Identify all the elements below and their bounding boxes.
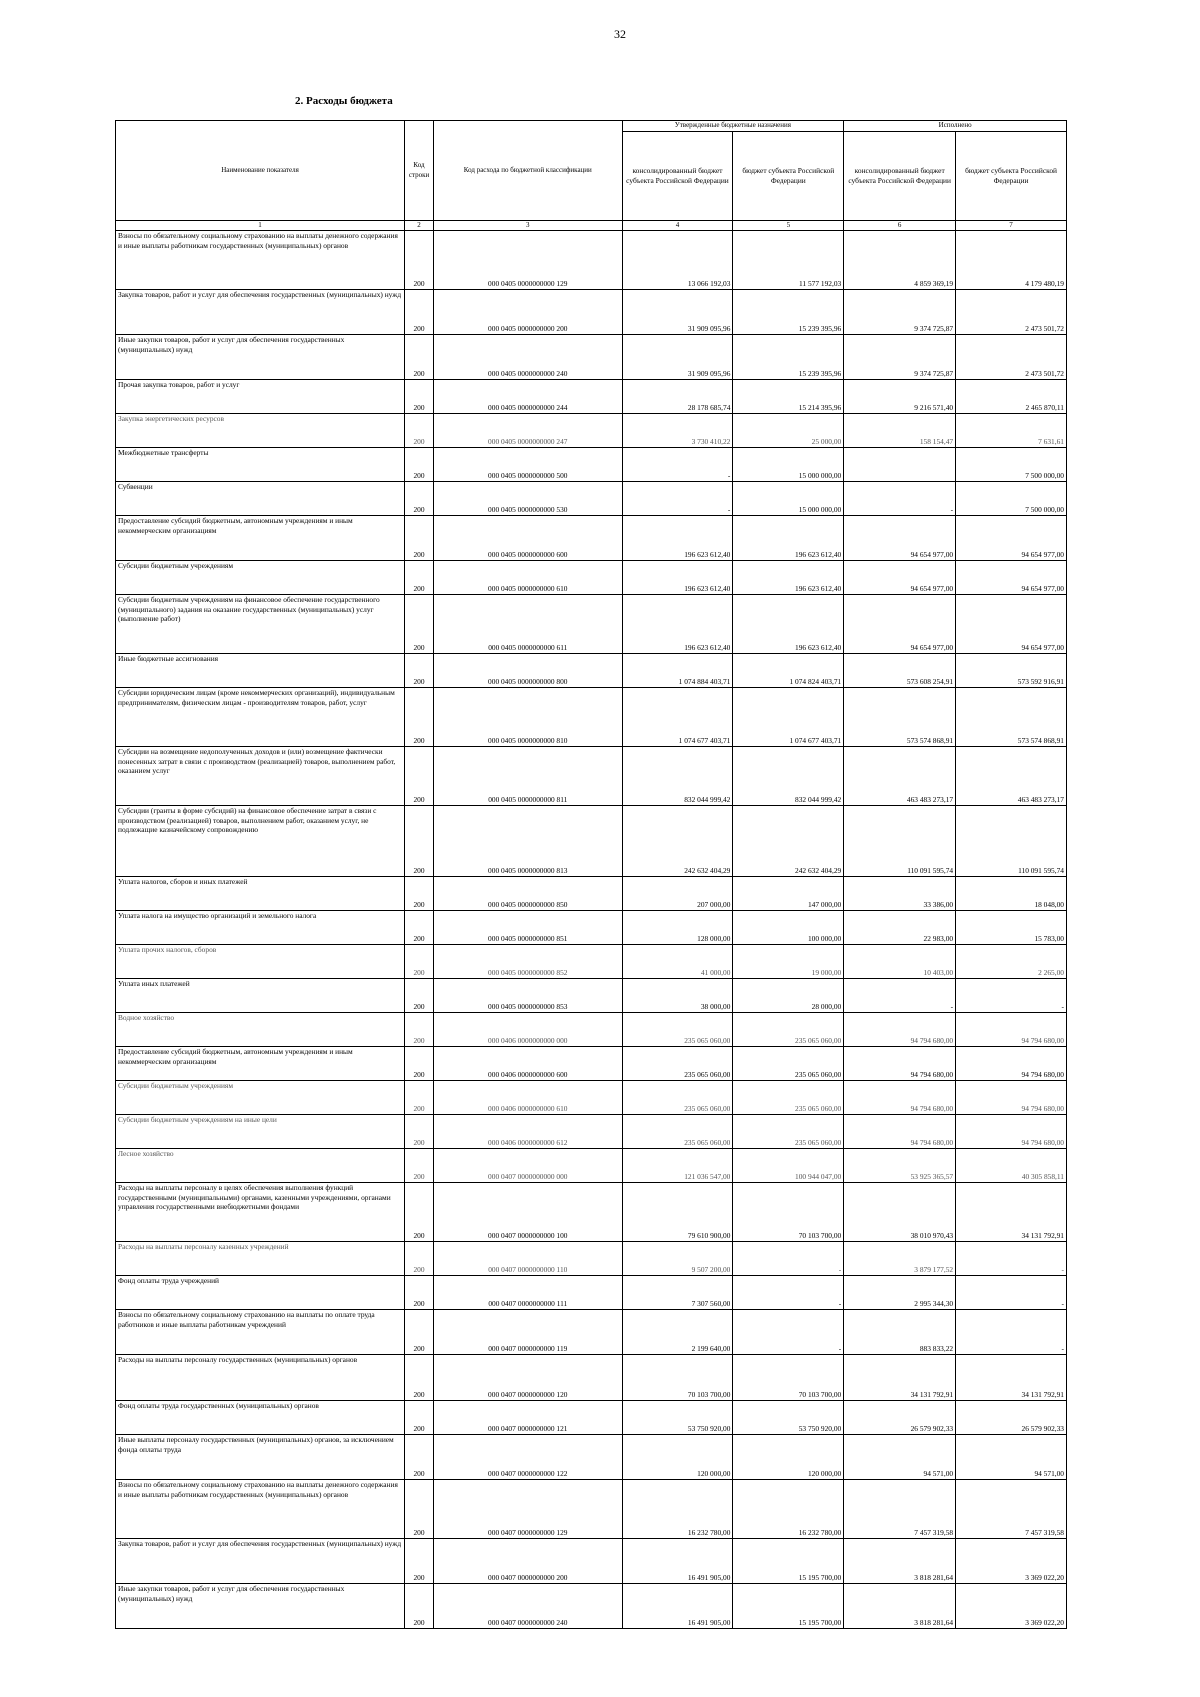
- row-executed-consolidated: 94 794 680,00: [844, 1081, 956, 1115]
- row-approved-consolidated: 16 232 780,00: [622, 1480, 733, 1539]
- row-executed-consolidated: 94 794 680,00: [844, 1013, 956, 1047]
- column-number: 6: [844, 221, 956, 231]
- row-approved-consolidated: 13 066 192,03: [622, 231, 733, 290]
- row-approved-consolidated: 832 044 999,42: [622, 747, 733, 806]
- row-name: Субвенции: [116, 482, 405, 516]
- row-executed-consolidated: 38 010 970,43: [844, 1183, 956, 1242]
- row-executed-consolidated: 9 216 571,40: [844, 380, 956, 414]
- table-row: [116, 1013, 1067, 1047]
- row-executed-consolidated: 3 879 177,52: [844, 1242, 956, 1276]
- row-classification-code: 000 0405 0000000000 810: [434, 688, 623, 747]
- row-executed-subject: 4 179 480,19: [956, 231, 1067, 290]
- row-classification-code: 000 0407 0000000000 100: [434, 1183, 623, 1242]
- row-line-code: 200: [405, 1047, 434, 1081]
- table-row: [116, 231, 1067, 290]
- row-executed-consolidated: 4 859 369,19: [844, 231, 956, 290]
- row-executed-subject: 3 369 022,20: [956, 1584, 1067, 1629]
- row-name: Предоставление субсидий бюджетным, автономным учреждениям и иным некоммерческим организациям: [116, 1047, 405, 1081]
- row-approved-consolidated: 1 074 677 403,71: [622, 688, 733, 747]
- row-approved-subject: 70 103 700,00: [733, 1355, 844, 1401]
- table-row: [116, 654, 1067, 688]
- section-title: 2. Расходы бюджета: [295, 95, 393, 107]
- row-approved-consolidated: -: [622, 448, 733, 482]
- row-approved-consolidated: 16 491 905,00: [622, 1584, 733, 1629]
- row-classification-code: 000 0405 0000000000 853: [434, 979, 623, 1013]
- row-executed-subject: 94 571,00: [956, 1435, 1067, 1480]
- row-classification-code: 000 0405 0000000000 811: [434, 747, 623, 806]
- row-executed-consolidated: 26 579 902,33: [844, 1401, 956, 1435]
- header-approved-group: Утвержденные бюджетные назначения: [622, 121, 844, 132]
- row-executed-consolidated: 158 154,47: [844, 414, 956, 448]
- row-line-code: 200: [405, 911, 434, 945]
- row-executed-subject: 34 131 792,91: [956, 1355, 1067, 1401]
- row-name: Межбюджетные трансферты: [116, 448, 405, 482]
- row-name: Расходы на выплаты персоналу казенных учреждений: [116, 1242, 405, 1276]
- row-executed-subject: 2 473 501,72: [956, 335, 1067, 380]
- row-classification-code: 000 0407 0000000000 129: [434, 1480, 623, 1539]
- row-line-code: 200: [405, 1355, 434, 1401]
- row-line-code: 200: [405, 414, 434, 448]
- row-approved-consolidated: 207 000,00: [622, 877, 733, 911]
- row-line-code: 200: [405, 1401, 434, 1435]
- row-approved-consolidated: 196 623 612,40: [622, 516, 733, 561]
- row-name: Расходы на выплаты персоналу государственных (муниципальных) органов: [116, 1355, 405, 1401]
- row-executed-subject: 15 783,00: [956, 911, 1067, 945]
- row-line-code: 200: [405, 595, 434, 654]
- row-classification-code: 000 0407 0000000000 240: [434, 1584, 623, 1629]
- table-row: [116, 1115, 1067, 1149]
- row-approved-consolidated: 70 103 700,00: [622, 1355, 733, 1401]
- row-approved-consolidated: -: [622, 482, 733, 516]
- expenditures-table: [115, 120, 1067, 1629]
- row-name: Взносы по обязательному социальному страхованию на выплаты по оплате труда работников и иные выплаты работникам учреждений: [116, 1310, 405, 1355]
- column-number: 1: [116, 221, 405, 231]
- row-classification-code: 000 0406 0000000000 610: [434, 1081, 623, 1115]
- row-approved-subject: 100 944 047,00: [733, 1149, 844, 1183]
- row-line-code: 200: [405, 1310, 434, 1355]
- row-name: Субсидии бюджетным учреждениям: [116, 1081, 405, 1115]
- header-executed-group: Исполнено: [844, 121, 1067, 132]
- table-row: [116, 1047, 1067, 1081]
- row-executed-subject: -: [956, 1276, 1067, 1310]
- row-executed-consolidated: 3 818 281,64: [844, 1584, 956, 1629]
- row-approved-consolidated: 2 199 640,00: [622, 1310, 733, 1355]
- row-classification-code: 000 0407 0000000000 200: [434, 1539, 623, 1584]
- row-name: Иные выплаты персоналу государственных (муниципальных) органов, за исключением фонда оплаты труда: [116, 1435, 405, 1480]
- table-row: [116, 561, 1067, 595]
- row-name: Субсидии бюджетным учреждениям на финансовое обеспечение государственного (муниципального) задания на оказание государственных (муниципальных) услуг (выполнение работ): [116, 595, 405, 654]
- row-executed-subject: 573 592 916,91: [956, 654, 1067, 688]
- table-row: [116, 747, 1067, 806]
- row-line-code: 200: [405, 945, 434, 979]
- row-name: Субсидии (гранты в форме субсидий) на финансовое обеспечение затрат в связи с производством (реализацией) товаров, выполнением работ, оказанием услуг, не подлежащие казначейскому сопровождению: [116, 806, 405, 877]
- row-approved-subject: -: [733, 1276, 844, 1310]
- table-row: [116, 1480, 1067, 1539]
- row-name: Закупка энергетических ресурсов: [116, 414, 405, 448]
- row-approved-consolidated: 196 623 612,40: [622, 595, 733, 654]
- row-executed-consolidated: 10 403,00: [844, 945, 956, 979]
- row-executed-subject: 7 500 000,00: [956, 482, 1067, 516]
- table-row: [116, 1435, 1067, 1480]
- row-approved-subject: 235 065 060,00: [733, 1047, 844, 1081]
- row-classification-code: 000 0405 0000000000 240: [434, 335, 623, 380]
- header-executed-consolidated: консолидированный бюджет субъекта Российской Федерации: [844, 132, 956, 221]
- header-classification-code: Код расхода по бюджетной классификации: [434, 121, 623, 221]
- row-name: Взносы по обязательному социальному страхованию на выплаты денежного содержания и иные выплаты работникам государственных (муниципальных) органов: [116, 1480, 405, 1539]
- row-line-code: 200: [405, 516, 434, 561]
- row-classification-code: 000 0405 0000000000 200: [434, 290, 623, 335]
- row-approved-consolidated: 9 507 200,00: [622, 1242, 733, 1276]
- row-executed-subject: 94 794 680,00: [956, 1115, 1067, 1149]
- row-approved-subject: 120 000,00: [733, 1435, 844, 1480]
- row-approved-subject: 1 074 824 403,71: [733, 654, 844, 688]
- row-executed-consolidated: 2 995 344,30: [844, 1276, 956, 1310]
- row-line-code: 200: [405, 688, 434, 747]
- header-approved-consolidated: консолидированный бюджет субъекта Российской Федерации: [622, 132, 733, 221]
- row-approved-subject: 15 195 700,00: [733, 1584, 844, 1629]
- row-executed-subject: 94 794 680,00: [956, 1013, 1067, 1047]
- row-approved-subject: 16 232 780,00: [733, 1480, 844, 1539]
- row-classification-code: 000 0406 0000000000 600: [434, 1047, 623, 1081]
- table-row: [116, 335, 1067, 380]
- row-name: Иные бюджетные ассигнования: [116, 654, 405, 688]
- row-approved-subject: -: [733, 1310, 844, 1355]
- row-line-code: 200: [405, 448, 434, 482]
- row-executed-consolidated: 94 794 680,00: [844, 1047, 956, 1081]
- row-executed-subject: 110 091 595,74: [956, 806, 1067, 877]
- row-approved-subject: 15 239 395,96: [733, 290, 844, 335]
- row-name: Уплата налога на имущество организаций и земельного налога: [116, 911, 405, 945]
- row-approved-subject: 28 000,00: [733, 979, 844, 1013]
- table-row: [116, 1149, 1067, 1183]
- row-executed-consolidated: 110 091 595,74: [844, 806, 956, 877]
- column-number: 5: [733, 221, 844, 231]
- row-executed-subject: 40 305 858,11: [956, 1149, 1067, 1183]
- row-executed-subject: 94 654 977,00: [956, 561, 1067, 595]
- row-classification-code: 000 0407 0000000000 121: [434, 1401, 623, 1435]
- row-executed-subject: 7 631,61: [956, 414, 1067, 448]
- table-row: [116, 1242, 1067, 1276]
- row-executed-consolidated: 9 374 725,87: [844, 335, 956, 380]
- row-line-code: 200: [405, 1539, 434, 1584]
- column-number: 7: [956, 221, 1067, 231]
- row-line-code: 200: [405, 806, 434, 877]
- row-approved-consolidated: 235 065 060,00: [622, 1115, 733, 1149]
- row-classification-code: 000 0406 0000000000 000: [434, 1013, 623, 1047]
- row-executed-consolidated: 34 131 792,91: [844, 1355, 956, 1401]
- row-approved-subject: 242 632 404,29: [733, 806, 844, 877]
- row-classification-code: 000 0405 0000000000 800: [434, 654, 623, 688]
- header-line-code: Код строки: [405, 121, 434, 221]
- row-executed-consolidated: -: [844, 979, 956, 1013]
- table-row: [116, 1539, 1067, 1584]
- header-executed-subject: бюджет субъекта Российской Федерации: [956, 132, 1067, 221]
- row-approved-subject: 15 195 700,00: [733, 1539, 844, 1584]
- row-classification-code: 000 0405 0000000000 611: [434, 595, 623, 654]
- row-executed-subject: 94 794 680,00: [956, 1081, 1067, 1115]
- table-row: [116, 380, 1067, 414]
- row-classification-code: 000 0407 0000000000 120: [434, 1355, 623, 1401]
- row-executed-subject: 2 265,00: [956, 945, 1067, 979]
- row-executed-subject: 2 465 870,11: [956, 380, 1067, 414]
- row-classification-code: 000 0405 0000000000 129: [434, 231, 623, 290]
- row-line-code: 200: [405, 1115, 434, 1149]
- row-executed-consolidated: 94 654 977,00: [844, 561, 956, 595]
- row-classification-code: 000 0405 0000000000 610: [434, 561, 623, 595]
- row-executed-consolidated: 94 654 977,00: [844, 595, 956, 654]
- row-approved-subject: 196 623 612,40: [733, 561, 844, 595]
- row-approved-consolidated: 7 307 560,00: [622, 1276, 733, 1310]
- table-row: [116, 911, 1067, 945]
- row-executed-consolidated: 9 374 725,87: [844, 290, 956, 335]
- row-approved-consolidated: 41 000,00: [622, 945, 733, 979]
- row-line-code: 200: [405, 1480, 434, 1539]
- row-classification-code: 000 0407 0000000000 122: [434, 1435, 623, 1480]
- row-approved-consolidated: 235 065 060,00: [622, 1013, 733, 1047]
- row-approved-subject: 1 074 677 403,71: [733, 688, 844, 747]
- row-line-code: 200: [405, 1435, 434, 1480]
- row-line-code: 200: [405, 654, 434, 688]
- table-row: [116, 290, 1067, 335]
- row-executed-consolidated: 883 833,22: [844, 1310, 956, 1355]
- row-classification-code: 000 0407 0000000000 119: [434, 1310, 623, 1355]
- row-line-code: 200: [405, 979, 434, 1013]
- row-approved-consolidated: 28 178 685,74: [622, 380, 733, 414]
- table-body: [116, 231, 1067, 1629]
- row-executed-subject: 7 500 000,00: [956, 448, 1067, 482]
- row-executed-consolidated: 573 608 254,91: [844, 654, 956, 688]
- row-executed-consolidated: 463 483 273,17: [844, 747, 956, 806]
- row-executed-subject: -: [956, 1310, 1067, 1355]
- row-classification-code: 000 0405 0000000000 852: [434, 945, 623, 979]
- row-approved-subject: 196 623 612,40: [733, 516, 844, 561]
- row-approved-subject: 100 000,00: [733, 911, 844, 945]
- row-line-code: 200: [405, 1276, 434, 1310]
- row-name: Фонд оплаты труда государственных (муниципальных) органов: [116, 1401, 405, 1435]
- row-executed-subject: 94 654 977,00: [956, 516, 1067, 561]
- row-approved-subject: 15 214 395,96: [733, 380, 844, 414]
- row-classification-code: 000 0405 0000000000 850: [434, 877, 623, 911]
- row-line-code: 200: [405, 747, 434, 806]
- row-executed-consolidated: [844, 448, 956, 482]
- row-executed-consolidated: 22 983,00: [844, 911, 956, 945]
- row-classification-code: 000 0405 0000000000 244: [434, 380, 623, 414]
- table-row: [116, 1310, 1067, 1355]
- row-classification-code: 000 0407 0000000000 110: [434, 1242, 623, 1276]
- row-executed-subject: 3 369 022,20: [956, 1539, 1067, 1584]
- row-name: Субсидии на возмещение недополученных доходов и (или) возмещение фактически понесенных затрат в связи с производством (реализацией) товаров, выполнением работ, оказанием услуг: [116, 747, 405, 806]
- row-approved-subject: 11 577 192,03: [733, 231, 844, 290]
- row-classification-code: 000 0405 0000000000 247: [434, 414, 623, 448]
- row-approved-consolidated: 31 909 095,96: [622, 290, 733, 335]
- table-row: [116, 1183, 1067, 1242]
- row-approved-consolidated: 53 750 920,00: [622, 1401, 733, 1435]
- table-row: [116, 482, 1067, 516]
- row-approved-consolidated: 196 623 612,40: [622, 561, 733, 595]
- row-name: Прочая закупка товаров, работ и услуг: [116, 380, 405, 414]
- row-approved-consolidated: 128 000,00: [622, 911, 733, 945]
- table-row: [116, 1355, 1067, 1401]
- row-name: Взносы по обязательному социальному страхованию на выплаты денежного содержания и иные выплаты работникам государственных (муниципальных) органов: [116, 231, 405, 290]
- row-approved-consolidated: 121 036 547,00: [622, 1149, 733, 1183]
- row-executed-subject: 18 048,00: [956, 877, 1067, 911]
- row-name: Расходы на выплаты персоналу в целях обеспечения выполнения функций государственными (муниципальными) органами, казенными учреждениями, органами управления государственными внебюджетными фондами: [116, 1183, 405, 1242]
- row-executed-consolidated: 94 571,00: [844, 1435, 956, 1480]
- row-approved-consolidated: 16 491 905,00: [622, 1539, 733, 1584]
- row-name: Субсидии бюджетным учреждениям на иные цели: [116, 1115, 405, 1149]
- row-name: Лесное хозяйство: [116, 1149, 405, 1183]
- row-executed-consolidated: 94 794 680,00: [844, 1115, 956, 1149]
- row-name: Уплата налогов, сборов и иных платежей: [116, 877, 405, 911]
- row-classification-code: 000 0407 0000000000 000: [434, 1149, 623, 1183]
- row-approved-subject: 147 000,00: [733, 877, 844, 911]
- row-approved-subject: 235 065 060,00: [733, 1115, 844, 1149]
- row-name: Иные закупки товаров, работ и услуг для обеспечения государственных (муниципальных) нужд: [116, 1584, 405, 1629]
- row-approved-consolidated: 242 632 404,29: [622, 806, 733, 877]
- header-name: Наименование показателя: [116, 121, 405, 221]
- row-executed-consolidated: 3 818 281,64: [844, 1539, 956, 1584]
- row-line-code: 200: [405, 1013, 434, 1047]
- row-approved-consolidated: 235 065 060,00: [622, 1047, 733, 1081]
- row-name: Закупка товаров, работ и услуг для обеспечения государственных (муниципальных) нужд: [116, 290, 405, 335]
- row-name: Иные закупки товаров, работ и услуг для обеспечения государственных (муниципальных) нужд: [116, 335, 405, 380]
- row-approved-consolidated: 235 065 060,00: [622, 1081, 733, 1115]
- row-approved-consolidated: 3 730 410,22: [622, 414, 733, 448]
- row-line-code: 200: [405, 482, 434, 516]
- row-approved-subject: 15 000 000,00: [733, 482, 844, 516]
- row-executed-subject: -: [956, 979, 1067, 1013]
- row-line-code: 200: [405, 1081, 434, 1115]
- row-executed-consolidated: 33 386,00: [844, 877, 956, 911]
- header-approved-subject: бюджет субъекта Российской Федерации: [733, 132, 844, 221]
- row-classification-code: 000 0405 0000000000 851: [434, 911, 623, 945]
- row-line-code: 200: [405, 231, 434, 290]
- row-approved-consolidated: 38 000,00: [622, 979, 733, 1013]
- table-row: [116, 414, 1067, 448]
- row-name: Субсидии юридическим лицам (кроме некоммерческих организаций), индивидуальным предпринимателям, физическим лицам - производителям товаров, работ, услуг: [116, 688, 405, 747]
- row-classification-code: 000 0407 0000000000 111: [434, 1276, 623, 1310]
- row-approved-subject: 53 750 920,00: [733, 1401, 844, 1435]
- row-executed-subject: 2 473 501,72: [956, 290, 1067, 335]
- row-approved-subject: 196 623 612,40: [733, 595, 844, 654]
- row-approved-subject: 25 000,00: [733, 414, 844, 448]
- row-classification-code: 000 0405 0000000000 600: [434, 516, 623, 561]
- row-name: Субсидии бюджетным учреждениям: [116, 561, 405, 595]
- row-executed-consolidated: -: [844, 482, 956, 516]
- row-line-code: 200: [405, 877, 434, 911]
- table-row: [116, 448, 1067, 482]
- row-line-code: 200: [405, 1183, 434, 1242]
- table-row: [116, 979, 1067, 1013]
- row-name: Водное хозяйство: [116, 1013, 405, 1047]
- column-number: 3: [434, 221, 623, 231]
- row-approved-subject: -: [733, 1242, 844, 1276]
- row-approved-subject: 832 044 999,42: [733, 747, 844, 806]
- row-name: Закупка товаров, работ и услуг для обеспечения государственных (муниципальных) нужд: [116, 1539, 405, 1584]
- row-classification-code: 000 0405 0000000000 500: [434, 448, 623, 482]
- table-row: [116, 945, 1067, 979]
- page-number: 32: [614, 27, 626, 41]
- row-approved-subject: 15 000 000,00: [733, 448, 844, 482]
- row-name: Уплата иных платежей: [116, 979, 405, 1013]
- row-executed-subject: 463 483 273,17: [956, 747, 1067, 806]
- row-executed-consolidated: 53 925 365,57: [844, 1149, 956, 1183]
- row-line-code: 200: [405, 1149, 434, 1183]
- table-row: [116, 688, 1067, 747]
- row-approved-subject: 235 065 060,00: [733, 1081, 844, 1115]
- row-approved-subject: 70 103 700,00: [733, 1183, 844, 1242]
- row-classification-code: 000 0406 0000000000 612: [434, 1115, 623, 1149]
- table-row: [116, 806, 1067, 877]
- row-line-code: 200: [405, 380, 434, 414]
- row-approved-consolidated: 31 909 095,96: [622, 335, 733, 380]
- row-name: Предоставление субсидий бюджетным, автономным учреждениям и иным некоммерческим организациям: [116, 516, 405, 561]
- row-approved-subject: 15 239 395,96: [733, 335, 844, 380]
- row-executed-consolidated: 94 654 977,00: [844, 516, 956, 561]
- row-approved-subject: 19 000,00: [733, 945, 844, 979]
- row-name: Фонд оплаты труда учреждений: [116, 1276, 405, 1310]
- row-line-code: 200: [405, 1242, 434, 1276]
- table-row: [116, 877, 1067, 911]
- row-executed-consolidated: 573 574 868,91: [844, 688, 956, 747]
- table-row: [116, 595, 1067, 654]
- table-row: [116, 1401, 1067, 1435]
- row-line-code: 200: [405, 335, 434, 380]
- table-row: [116, 1276, 1067, 1310]
- row-approved-consolidated: 120 000,00: [622, 1435, 733, 1480]
- row-classification-code: 000 0405 0000000000 813: [434, 806, 623, 877]
- row-executed-subject: 573 574 868,91: [956, 688, 1067, 747]
- table-row: [116, 516, 1067, 561]
- column-number: 4: [622, 221, 733, 231]
- row-approved-consolidated: 1 074 884 403,71: [622, 654, 733, 688]
- row-line-code: 200: [405, 1584, 434, 1629]
- row-line-code: 200: [405, 290, 434, 335]
- row-name: Уплата прочих налогов, сборов: [116, 945, 405, 979]
- row-executed-subject: -: [956, 1242, 1067, 1276]
- row-executed-subject: 7 457 319,58: [956, 1480, 1067, 1539]
- row-executed-subject: 26 579 902,33: [956, 1401, 1067, 1435]
- row-executed-subject: 94 794 680,00: [956, 1047, 1067, 1081]
- row-classification-code: 000 0405 0000000000 530: [434, 482, 623, 516]
- row-executed-consolidated: 7 457 319,58: [844, 1480, 956, 1539]
- table-row: [116, 1584, 1067, 1629]
- column-number: 2: [405, 221, 434, 231]
- row-executed-subject: 34 131 792,91: [956, 1183, 1067, 1242]
- row-executed-subject: 94 654 977,00: [956, 595, 1067, 654]
- row-approved-consolidated: 79 610 900,00: [622, 1183, 733, 1242]
- row-line-code: 200: [405, 561, 434, 595]
- row-approved-subject: 235 065 060,00: [733, 1013, 844, 1047]
- table-row: [116, 1081, 1067, 1115]
